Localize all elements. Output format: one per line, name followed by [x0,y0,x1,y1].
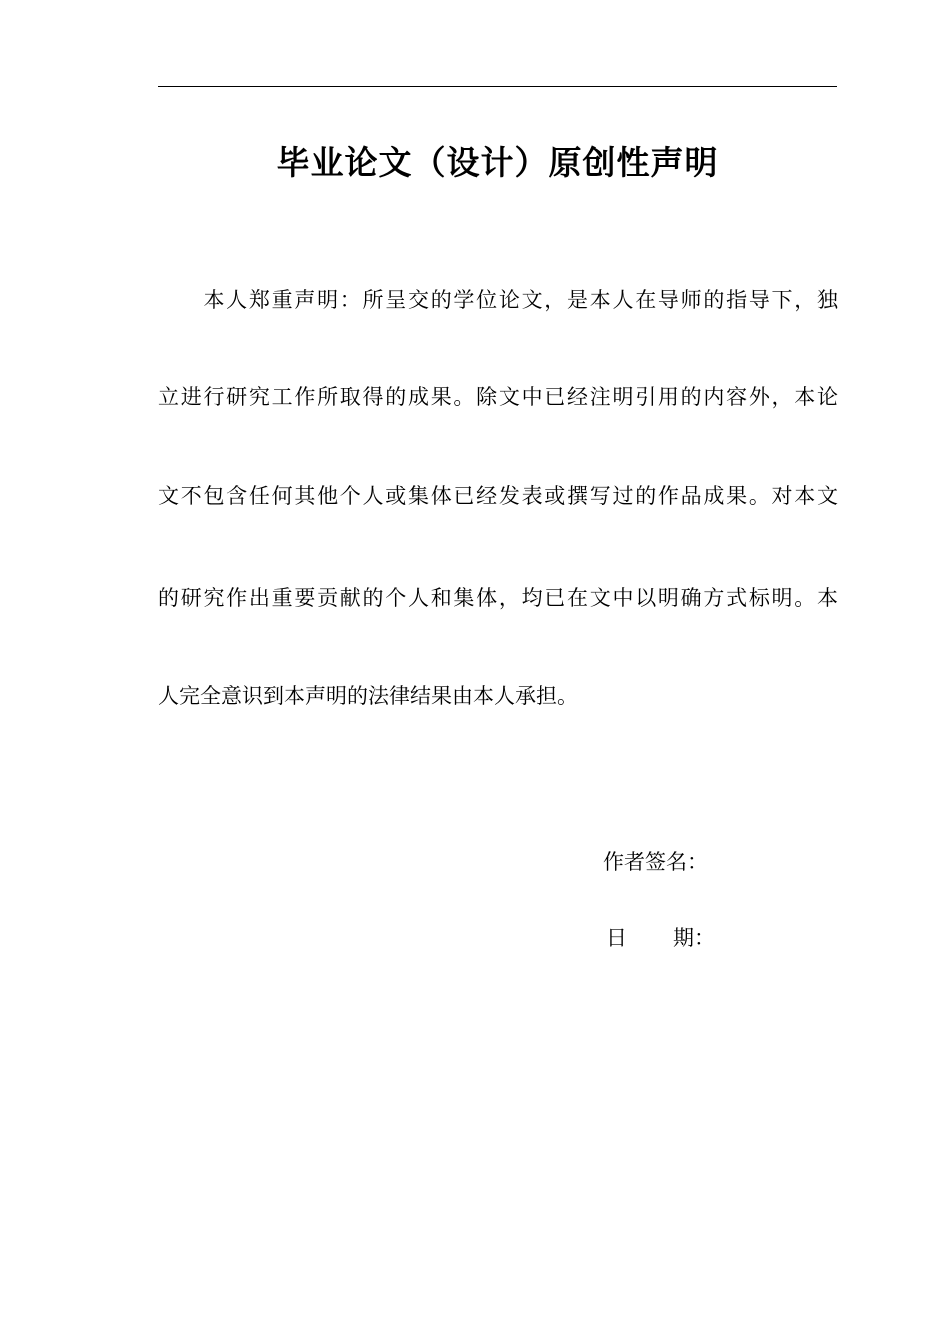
body-line-1: 本人郑重声明：所呈交的学位论文，是本人在导师的指导下，独 [158,288,838,312]
body-line-5: 人完全意识到本声明的法律结果由本人承担。 [158,684,578,708]
date-label-first: 日 [606,926,627,950]
body-line-2: 立进行研究工作所取得的成果。除文中已经注明引用的内容外，本论 [158,385,838,409]
author-signature-label: 作者签名： [603,850,708,874]
body-line-4: 的研究作出重要贡献的个人和集体，均已在文中以明确方式标明。本 [158,586,838,610]
date-label [606,924,715,952]
date-label-second: 期： [673,926,715,950]
header-rule [158,86,837,87]
page-title: 毕业论文（设计）原创性声明 [276,143,719,182]
body-line-3: 文不包含任何其他个人或集体已经发表或撰写过的作品成果。对本文 [158,484,838,508]
